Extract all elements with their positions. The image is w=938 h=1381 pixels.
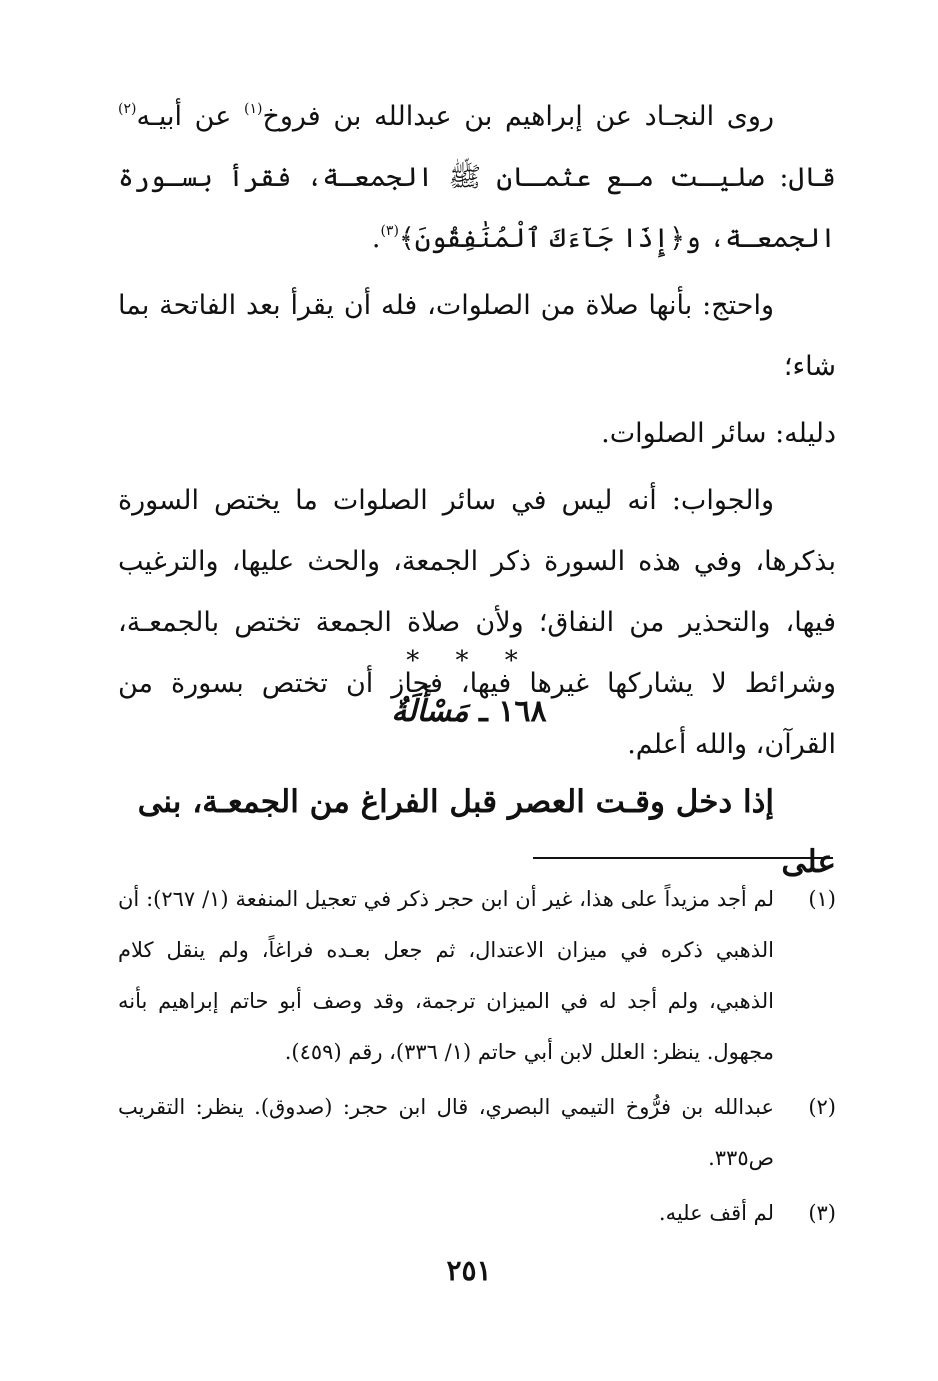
footnote-divider [533, 857, 833, 859]
narration-part-2: عن أبيـه [136, 101, 244, 132]
paragraph-evidence: دليله: سائر الصلوات. [601, 418, 836, 449]
narration-part-1: روى النجـاد عن إبراهيم بن عبدالله بن فروخ [262, 101, 774, 132]
section-word: مَسْأَلَةٌ [391, 694, 469, 729]
footnotes [118, 874, 836, 1243]
page-number: ٢٥١ [446, 1254, 492, 1287]
footnote-ref-1: (١) [243, 101, 263, 117]
footnote-ref-2: (٢) [118, 101, 137, 117]
section-heading [0, 694, 938, 729]
footnote-text: لم أجد مزيداً على هذا، غير أن ابن حجر ذكر في تعجيل المنفعة (١/ ٢٦٧): أن الذهبي ذكره في ميزان الاعتدال، ثم جعل بعـده فراغاً، ولم ينقل كلام الذهبي، ولم أجد له في الميزان ترجمة، وقد وصف أبو حاتم إبراهيم بأنه مجهول. ينظر: العلل لابن أبي حاتم (١/ ٣٣٦)، رقم (٤٥٩). [118, 887, 774, 1064]
paragraph-narration [118, 86, 836, 269]
footnote-item [118, 1188, 836, 1239]
footnote-number: (٣) [808, 1201, 836, 1225]
footnote-item [118, 1082, 836, 1184]
paragraph-argument: واحتج: بأنها صلاة من الصلوات، فله أن يقرأ بعد الفاتحة بما شاء؛ [118, 290, 836, 382]
section-number: ١٦٨ ـ [479, 694, 547, 729]
footnote-number: (١) [808, 887, 836, 911]
footnote-text: لم أقف عليه. [658, 1201, 774, 1225]
narration-end: . [371, 223, 381, 254]
section-separator: * * * [406, 646, 532, 676]
footnote-item [118, 874, 836, 1078]
footnote-ref-3: (٣) [380, 223, 399, 239]
footnote-number: (٢) [808, 1095, 836, 1119]
footnote-text: عبدالله بن فرُّوخ التيمي البصري، قال ابن حجر: (صدوق). ينظر: التقريب ص٣٣٥. [118, 1095, 774, 1170]
paragraph-answer: والجواب: أنه ليس في سائر الصلوات ما يختص السورة بذكرها، وفي هذه السورة ذكر الجمعة، والحث عليها، والترغيب فيها، والتحذير من النفاق؛ ولأن صلاة الجمعة تختص بالجمعـة، وشرائط لا يشاركها غيرها فيها، فجاز أن تختص بسورة من القرآن، والله أعلم. [118, 485, 836, 760]
narration-part-3: قال: صليـت مـع عثمـان ﷺ الجمعـة، فقرأ بسـورة الجمعـة، و﴿إِذَا جَآءَكَ ٱلْمُنَٰفِقُونَ﴾ [118, 162, 836, 254]
issue-statement: إذا دخل وقـت العصر قبل الفراغ من الجمعـة، بنى على [137, 784, 836, 880]
main-text [118, 86, 836, 781]
